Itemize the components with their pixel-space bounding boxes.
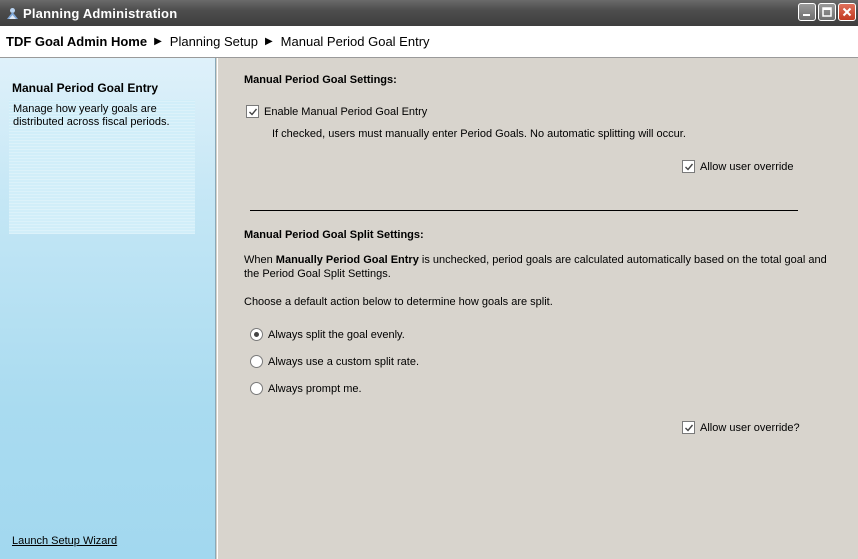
radio-custom-rate-row[interactable] [250,355,419,368]
sidebar [0,58,216,559]
split-desc-suffix: is unchecked, period goals are calculated automatically based on the total goal and [418,254,827,266]
app-icon [5,6,19,20]
breadcrumb-home[interactable]: TDF Goal Admin Home [6,34,148,49]
allow-override-label: Allow user override [700,160,794,173]
radio-prompt-me-row[interactable] [250,382,362,395]
allow-override-row[interactable] [682,160,794,173]
breadcrumb [0,26,858,58]
radio-custom-rate[interactable] [250,355,263,368]
split-allow-override-label: Allow user override? [700,421,800,434]
close-icon [842,7,852,17]
window-controls [798,3,856,21]
enable-manual-entry-row[interactable] [246,105,427,118]
checkmark-icon [248,107,258,117]
minimize-button[interactable] [798,3,816,21]
minimize-icon [802,7,812,17]
split-allow-override-checkbox[interactable] [682,421,695,434]
close-button[interactable] [838,3,856,21]
allow-override-checkbox[interactable] [682,160,695,173]
breadcrumb-current: Manual Period Goal Entry [280,34,430,49]
split-allow-override-row[interactable] [682,421,800,434]
breadcrumb-planning-setup[interactable]: Planning Setup [169,34,258,49]
title-bar [0,0,858,26]
split-choose-text: Choose a default action below to determine how goals are split. [244,296,553,308]
split-section-title: Manual Period Goal Split Settings: [244,229,424,241]
checkmark-icon [684,162,694,172]
split-description [244,253,844,281]
settings-panel [217,58,858,559]
enable-manual-entry-help: If checked, users must manually enter Period Goals. No automatic splitting will occur. [272,128,686,140]
radio-custom-rate-label: Always use a custom split rate. [268,355,420,368]
breadcrumb-arrow-icon: ▶ [154,36,162,47]
radio-prompt-me[interactable] [250,382,263,395]
radio-split-evenly-label: Always split the goal evenly. [268,328,405,341]
maximize-button[interactable] [818,3,836,21]
split-desc-prefix: When [244,254,276,266]
enable-manual-entry-label: Enable Manual Period Goal Entry [264,105,428,118]
radio-selected-dot [254,332,259,337]
split-desc-bold: Manually Period Goal Entry [275,254,419,266]
radio-split-evenly[interactable] [250,328,263,341]
radio-prompt-me-label: Always prompt me. [268,382,362,395]
window-title: Planning Administration [23,5,178,21]
radio-split-evenly-row[interactable] [250,328,405,341]
sidebar-description-box [9,100,195,234]
maximize-icon [822,7,832,17]
enable-manual-entry-checkbox[interactable] [246,105,259,118]
sidebar-title: Manual Period Goal Entry [12,81,159,95]
settings-section-title: Manual Period Goal Settings: [244,74,397,86]
section-divider [250,210,798,211]
split-desc-line2: the Period Goal Split Settings. [244,268,391,280]
checkmark-icon [684,423,694,433]
launch-setup-wizard-link[interactable]: Launch Setup Wizard [12,535,118,547]
breadcrumb-arrow-icon: ▶ [264,36,273,47]
sidebar-description: Manage how yearly goals are distributed across fiscal periods. [13,103,170,128]
